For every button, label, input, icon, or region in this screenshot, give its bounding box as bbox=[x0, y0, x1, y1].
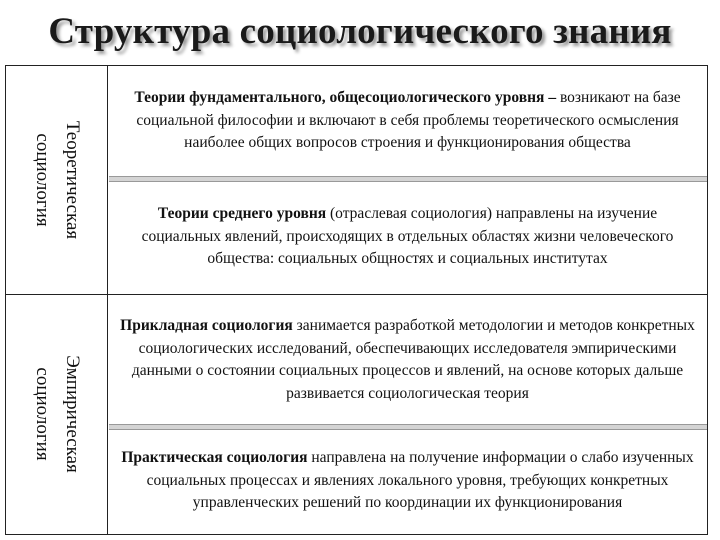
practical-sociology-text: направлена на получение информации о слабо изученных социальных процессах и явлениях локального уровня, требующих конкретных управленческих решений по координации их функционирования bbox=[146, 449, 694, 512]
fundamental-theories-heading: Теории фундаментального, общесоциологического уровня – bbox=[134, 89, 557, 107]
applied-sociology-heading: Прикладная социология bbox=[120, 317, 293, 334]
page-title: Структура социологического знания bbox=[48, 11, 672, 52]
structure-table bbox=[5, 65, 708, 535]
group-empirical bbox=[6, 295, 107, 533]
group-divider bbox=[6, 294, 707, 295]
fundamental-theories-text: возникают на базе социальной философии и включают в себя проблемы теоретического осмысления наиболее общих вопросов строения и функционирования общества bbox=[136, 89, 681, 152]
applied-sociology-text: занимается разработкой методологии и методов конкретных социологических исследований, обеспечивающих исследователя эмпирическими данными о состоянии социальных процессов и явлений, на основе которых дальше развивается социологическая теория bbox=[131, 317, 695, 402]
empirical-label-line1: Эмпирическая bbox=[61, 355, 83, 473]
column-divider bbox=[107, 66, 108, 534]
cell-practical-sociology bbox=[109, 430, 706, 532]
cell-fundamental-theories bbox=[109, 68, 706, 174]
middle-range-theories-heading: Теории среднего уровня bbox=[157, 205, 327, 223]
theoretical-label-line1: Теоретическая bbox=[61, 120, 83, 240]
theoretical-sociology-label bbox=[27, 121, 87, 239]
cell-middle-range-theories bbox=[109, 182, 706, 292]
middle-range-theories-text: (отраслевая социология) направлены на изучение социальных явлений, происходящих в отдельных областях жизни человеческого общества: социальных общностях и социальных институтах bbox=[141, 205, 674, 268]
practical-sociology-heading: Практическая социология bbox=[121, 449, 308, 467]
empirical-label-line2: социология bbox=[31, 367, 53, 461]
theoretical-label-line2: социология bbox=[31, 133, 53, 227]
group-theoretical bbox=[6, 66, 107, 294]
empirical-sociology-label bbox=[27, 355, 87, 473]
cell-applied-sociology bbox=[109, 297, 706, 423]
